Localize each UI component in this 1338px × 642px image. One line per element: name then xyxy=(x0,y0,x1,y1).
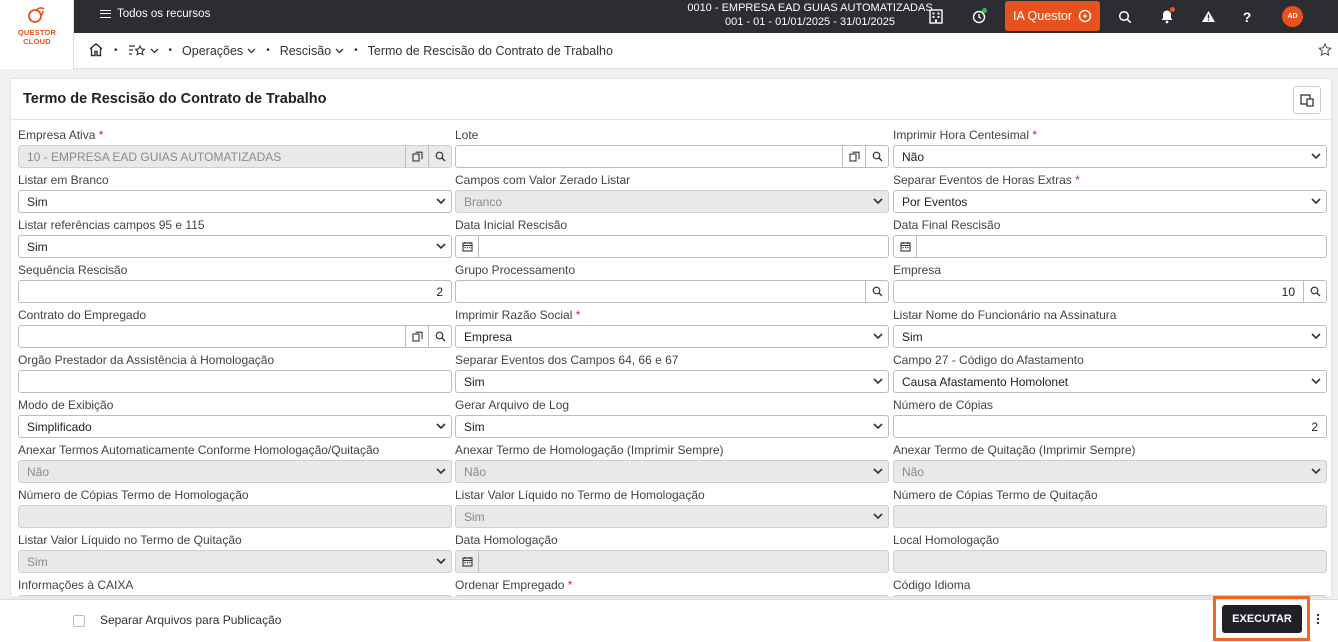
input-control[interactable] xyxy=(455,280,889,303)
select-control xyxy=(455,190,889,213)
field-label xyxy=(18,398,452,413)
field-value: Sim xyxy=(902,329,923,344)
field-label xyxy=(455,173,889,188)
more-options-icon[interactable] xyxy=(1310,605,1326,633)
input-control[interactable] xyxy=(18,280,452,303)
field-label xyxy=(893,488,1327,503)
all-resources-menu[interactable] xyxy=(100,8,210,20)
copy-icon[interactable] xyxy=(405,326,428,347)
select-control[interactable] xyxy=(455,325,889,348)
select-control xyxy=(18,460,452,483)
field-label xyxy=(18,443,452,458)
help-icon[interactable]: ? xyxy=(1242,8,1252,25)
input-control xyxy=(18,595,452,598)
chevron-down-icon xyxy=(435,466,447,478)
chevron-down-icon xyxy=(435,196,447,208)
company-name: 0010 - EMPRESA EAD GUIAS AUTOMATIZADAS xyxy=(687,2,933,14)
chevron-down-icon xyxy=(1310,376,1322,388)
field-value: Não xyxy=(27,464,50,479)
campos-valor-zerado-select xyxy=(455,173,889,213)
field-label-text: Imprimir Razão Social xyxy=(455,308,573,322)
ia-questor-button[interactable] xyxy=(1005,1,1100,31)
field-value: Sim xyxy=(464,374,485,389)
calendar-icon[interactable] xyxy=(456,551,479,572)
copias-termo-homologacao-field xyxy=(18,488,452,528)
modo-exibicao-select xyxy=(18,398,452,438)
input-control[interactable] xyxy=(893,235,1327,258)
field-label xyxy=(18,578,452,593)
separate-files-checkbox[interactable] xyxy=(73,615,85,627)
input-control[interactable] xyxy=(18,370,452,393)
field-label-text: Listar Valor Líquido no Termo de Homologação xyxy=(455,488,705,502)
star-favorite-icon[interactable] xyxy=(1318,43,1332,60)
field-label-text: Listar Valor Líquido no Termo de Quitação xyxy=(18,533,242,547)
breadcrumb-label: Operações xyxy=(182,43,244,58)
field-label-text: Imprimir Hora Centesimal xyxy=(893,128,1030,142)
input-control[interactable] xyxy=(18,325,452,348)
field-label xyxy=(18,173,452,188)
field-label xyxy=(893,128,1327,143)
field-label xyxy=(18,308,452,323)
breadcrumb-separator: • xyxy=(354,45,358,56)
field-label-text: Empresa xyxy=(893,263,942,277)
field-label-text: Listar Nome do Funcionário na Assinatura xyxy=(893,308,1117,322)
separate-files-label: Separar Arquivos para Publicação xyxy=(100,613,282,627)
chevron-down-icon xyxy=(872,466,884,478)
field-label xyxy=(455,353,889,368)
field-label xyxy=(18,533,452,548)
select-control[interactable] xyxy=(893,325,1327,348)
field-label-text: Data Final Rescisão xyxy=(893,218,1001,232)
search-icon[interactable] xyxy=(1303,281,1326,302)
field-label xyxy=(18,263,452,278)
input-control[interactable] xyxy=(455,145,889,168)
field-label-text: Listar referências campos 95 e 115 xyxy=(18,218,205,232)
field-label xyxy=(893,173,1327,188)
required-marker: * xyxy=(1029,128,1038,142)
home-icon[interactable] xyxy=(88,42,104,60)
chevron-down-icon xyxy=(435,421,447,433)
copy-icon[interactable] xyxy=(405,146,428,167)
field-value: Branco xyxy=(464,194,503,209)
field-label-text: Anexar Termos Automaticamente Conforme Homologação/Quitação xyxy=(18,443,380,457)
field-label-text: Informações à CAIXA xyxy=(18,578,134,592)
chevron-down-icon xyxy=(872,421,884,433)
input-control[interactable] xyxy=(455,235,889,258)
sequencia-rescisao-field xyxy=(18,263,452,303)
field-value: Simplificado xyxy=(27,419,92,434)
field-label xyxy=(18,128,452,143)
listar-valor-liquido-quitacao-select xyxy=(18,533,452,573)
field-label xyxy=(18,488,452,503)
lote-field xyxy=(455,128,889,168)
breadcrumb xyxy=(74,33,1338,69)
orgao-prestador-field xyxy=(18,353,452,393)
field-label xyxy=(455,578,889,593)
empresa-ativa-field xyxy=(18,128,452,168)
field-label xyxy=(18,353,452,368)
field-label xyxy=(893,533,1327,548)
field-label xyxy=(455,443,889,458)
field-label xyxy=(455,533,889,548)
field-label xyxy=(893,353,1327,368)
search-icon[interactable] xyxy=(1110,0,1140,33)
separar-eventos-campos-select xyxy=(455,353,889,393)
field-label xyxy=(455,128,889,143)
chevron-down-icon xyxy=(247,48,256,54)
breadcrumb-separator: • xyxy=(168,45,173,56)
logo-text-cloud: CLOUD xyxy=(23,37,51,46)
field-label xyxy=(455,488,889,503)
contrato-empregado-field xyxy=(18,308,452,348)
select-control[interactable] xyxy=(455,370,889,393)
calendar-icon[interactable] xyxy=(894,236,917,257)
breadcrumb-label: Rescisão xyxy=(279,43,332,58)
field-value: Sim xyxy=(27,239,48,254)
select-control[interactable] xyxy=(893,145,1327,168)
questor-logo-icon xyxy=(27,5,47,25)
anexar-termo-homologacao-select xyxy=(455,443,889,483)
field-label-text: Gerar Arquivo de Log xyxy=(455,398,570,412)
local-homologacao-field xyxy=(893,533,1327,573)
chevron-down-icon xyxy=(872,376,884,388)
chevron-down-icon xyxy=(1310,196,1322,208)
numero-copias-field xyxy=(893,398,1327,438)
field-label-text: Anexar Termo de Homologação (Imprimir Sempre) xyxy=(455,443,724,457)
listar-valor-liquido-homologacao-select xyxy=(455,488,889,528)
select-control[interactable] xyxy=(18,235,452,258)
field-label-text: Data Inicial Rescisão xyxy=(455,218,568,232)
chevron-down-icon xyxy=(872,196,884,208)
chevron-down-icon xyxy=(150,48,159,54)
field-value: 2 xyxy=(436,284,443,299)
breadcrumb-rescisao[interactable] xyxy=(280,44,344,58)
avatar[interactable]: AD xyxy=(1282,6,1303,27)
breadcrumb-separator: • xyxy=(266,45,270,56)
form-card xyxy=(10,78,1332,598)
field-label-text: Separar Eventos dos Campos 64, 66 e 67 xyxy=(455,353,679,367)
field-value: Não xyxy=(902,464,925,479)
field-label-text: Listar em Branco xyxy=(18,173,109,187)
required-marker: * xyxy=(1071,173,1080,187)
page-title: Termo de Rescisão do Contrato de Trabalho xyxy=(23,91,327,107)
search-icon[interactable] xyxy=(865,281,888,302)
breadcrumb-operacoes[interactable] xyxy=(182,44,256,58)
field-label-text: Contrato do Empregado xyxy=(18,308,147,322)
field-label-text: Ordenar Empregado xyxy=(455,578,565,592)
select-control[interactable] xyxy=(893,370,1327,393)
chevron-down-icon xyxy=(1310,466,1322,478)
field-label-text: Grupo Processamento xyxy=(455,263,576,277)
field-label xyxy=(893,308,1327,323)
field-label-text: Modo de Exibição xyxy=(18,398,114,412)
chevron-down-icon xyxy=(872,511,884,523)
top-bar xyxy=(0,0,1338,33)
search-icon[interactable] xyxy=(865,146,888,167)
field-value: Empresa xyxy=(464,329,513,344)
company-period: 001 - 01 - 01/01/2025 - 31/01/2025 xyxy=(724,16,896,28)
search-icon[interactable] xyxy=(428,146,451,167)
search-icon[interactable] xyxy=(428,326,451,347)
gerar-arquivo-log-select xyxy=(455,398,889,438)
field-value: 2 xyxy=(1311,419,1318,434)
chevron-down-icon xyxy=(872,331,884,343)
warning-icon[interactable] xyxy=(1193,0,1223,33)
listar-em-branco-select xyxy=(18,173,452,213)
grupo-processamento-field xyxy=(455,263,889,303)
campo-27-select xyxy=(893,353,1327,393)
input-control xyxy=(18,505,452,528)
building-icon[interactable] xyxy=(921,0,951,33)
field-value: Sim xyxy=(27,554,48,569)
field-label-text: Lote xyxy=(455,128,479,142)
field-value: Não xyxy=(902,149,925,164)
field-label xyxy=(455,218,889,233)
favorites-list-icon xyxy=(128,44,146,57)
field-label xyxy=(455,263,889,278)
field-value: Por Eventos xyxy=(902,194,968,209)
field-value: Sim xyxy=(464,419,485,434)
empresa-field xyxy=(893,263,1327,303)
listar-nome-funcionario-select xyxy=(893,308,1327,348)
informacoes-caixa-field xyxy=(18,578,452,598)
input-control[interactable] xyxy=(893,415,1327,438)
select-control[interactable] xyxy=(893,190,1327,213)
field-label-text: Anexar Termo de Quitação (Imprimir Sempre) xyxy=(893,443,1136,457)
field-label-text: Separar Eventos de Horas Extras xyxy=(893,173,1072,187)
field-label-text: Sequência Rescisão xyxy=(18,263,128,277)
chevron-down-icon xyxy=(435,241,447,253)
select-control xyxy=(455,505,889,528)
input-control xyxy=(893,505,1327,528)
menu-icon xyxy=(100,10,111,18)
all-resources-label: Todos os recursos xyxy=(117,8,211,20)
calendar-icon[interactable] xyxy=(456,236,479,257)
logo-text-questor: QUESTOR xyxy=(17,28,57,37)
field-label-text: Campos com Valor Zerado Listar xyxy=(455,173,631,187)
field-label xyxy=(893,443,1327,458)
input-control xyxy=(455,595,889,598)
field-value: Não xyxy=(464,464,487,479)
field-value: 10 xyxy=(1281,284,1295,299)
field-label-text: Número de Cópias xyxy=(893,398,994,412)
field-label-text: Número de Cópias Termo de Homologação xyxy=(18,488,249,502)
codigo-idioma-field xyxy=(893,578,1327,598)
field-label xyxy=(455,398,889,413)
breadcrumb-label: Termo de Rescisão do Contrato de Trabalho xyxy=(367,43,613,58)
field-label xyxy=(893,398,1327,413)
data-final-rescisao-field xyxy=(893,218,1327,258)
layout-options-button[interactable] xyxy=(1293,86,1321,114)
input-control xyxy=(18,145,452,168)
data-inicial-rescisao-field xyxy=(455,218,889,258)
field-value: Sim xyxy=(27,194,48,209)
field-label-text: Código Idioma xyxy=(893,578,971,592)
required-marker: * xyxy=(572,308,581,322)
imprimir-hora-centesimal-select xyxy=(893,128,1327,168)
field-label-text: Número de Cópias Termo de Quitação xyxy=(893,488,1098,502)
data-homologacao-field xyxy=(455,533,889,573)
field-label xyxy=(893,578,1327,593)
breadcrumb-separator: • xyxy=(114,45,118,56)
field-label xyxy=(18,218,452,233)
chevron-down-icon xyxy=(1310,151,1322,163)
field-label xyxy=(893,263,1327,278)
field-label-text: Campo 27 - Código do Afastamento xyxy=(893,353,1084,367)
copy-icon[interactable] xyxy=(842,146,865,167)
select-control[interactable] xyxy=(455,415,889,438)
required-marker: * xyxy=(564,578,573,592)
field-label-text: Data Homologação xyxy=(455,533,558,547)
field-value: Sim xyxy=(464,509,485,524)
chevron-down-icon xyxy=(435,556,447,568)
field-label-text: Orgão Prestador da Assistência à Homologação xyxy=(18,353,275,367)
title-divider xyxy=(11,119,1331,120)
execute-button[interactable]: EXECUTAR xyxy=(1222,605,1302,633)
chevron-down-icon xyxy=(1310,331,1322,343)
input-control[interactable] xyxy=(893,280,1327,303)
breadcrumb-current-page xyxy=(368,44,613,58)
select-control xyxy=(455,460,889,483)
field-label-text: Local Homologação xyxy=(893,533,1000,547)
select-control[interactable] xyxy=(18,415,452,438)
favorites-menu[interactable] xyxy=(128,44,159,57)
bell-icon[interactable] xyxy=(1152,0,1182,33)
select-control xyxy=(18,550,452,573)
select-control[interactable] xyxy=(18,190,452,213)
field-label xyxy=(455,308,889,323)
input-control xyxy=(455,550,889,573)
ia-questor-label: IA Questor xyxy=(1012,9,1073,23)
field-value: Causa Afastamento Homolonet xyxy=(902,374,1069,389)
chevron-down-icon xyxy=(335,48,344,54)
questor-cloud-logo[interactable] xyxy=(0,0,74,69)
panel-layout-icon xyxy=(1300,94,1314,107)
required-marker: * xyxy=(95,128,104,142)
ordenar-empregado-field xyxy=(455,578,889,598)
field-value: 10 - EMPRESA EAD GUIAS AUTOMATIZADAS xyxy=(27,149,282,164)
ai-sparkle-icon xyxy=(1078,9,1092,23)
input-control xyxy=(893,550,1327,573)
field-label xyxy=(893,218,1327,233)
copias-termo-quitacao-field xyxy=(893,488,1327,528)
anexar-termo-quitacao-select xyxy=(893,443,1327,483)
separar-eventos-horas-extras-select xyxy=(893,173,1327,213)
select-control xyxy=(893,460,1327,483)
field-label-text: Empresa Ativa xyxy=(18,128,96,142)
anexar-termos-auto-select xyxy=(18,443,452,483)
listar-referencias-select xyxy=(18,218,452,258)
clock-icon[interactable] xyxy=(964,0,994,33)
imprimir-razao-social-select xyxy=(455,308,889,348)
